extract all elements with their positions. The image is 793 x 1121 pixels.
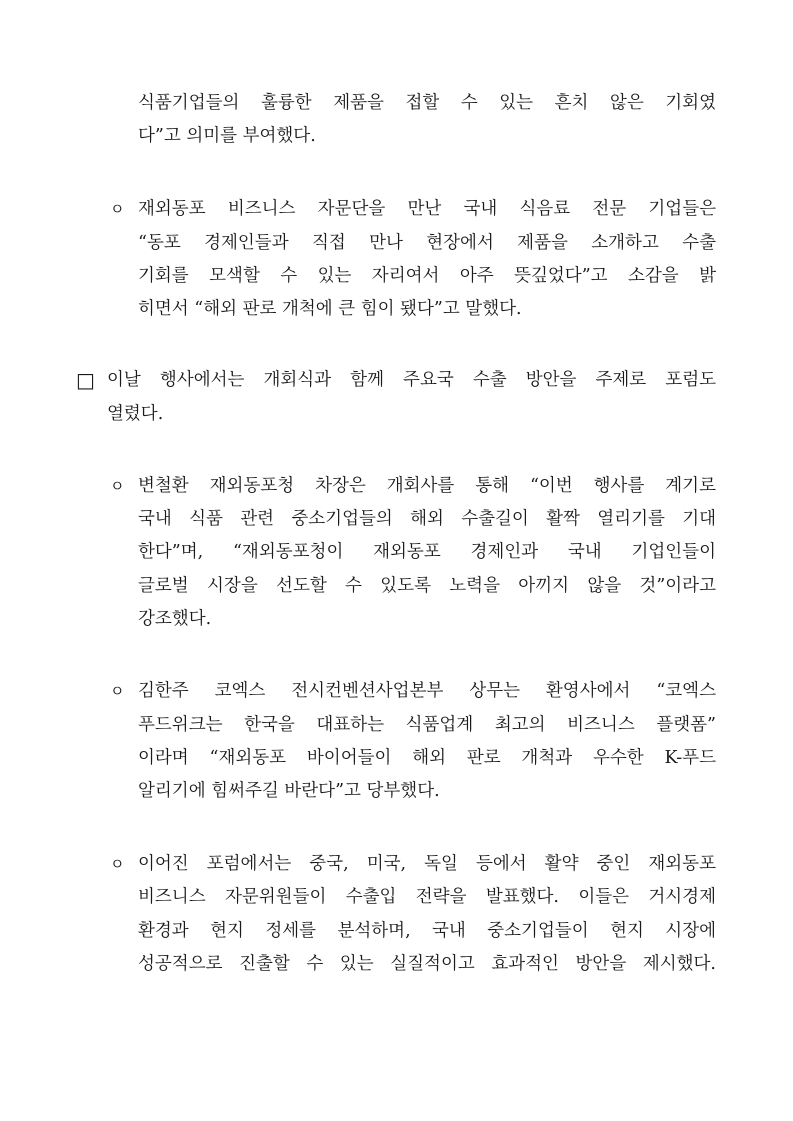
text-line: 기회를 모색할 수 있는 자리여서 아주 뜻깊었다”고 소감을 밝 <box>138 266 716 286</box>
text-line: 김한주 코엑스 전시컨벤션사업본부 상무는 환영사에서 “코엑스 <box>138 681 716 701</box>
circle-bullet-icon: ㅇ <box>110 477 125 495</box>
text-line: 푸드위크는 한국을 대표하는 식품업계 최고의 비즈니스 플랫폼” <box>138 715 716 735</box>
text-line: 재외동포 비즈니스 자문단을 만난 국내 식음료 전문 기업들은 <box>138 199 716 219</box>
circle-bullet-icon: ㅇ <box>110 682 125 700</box>
square-bullet-icon: □ <box>76 368 95 392</box>
circle-bullet-icon: ㅇ <box>110 200 125 218</box>
text-line: 국내 식품 관련 중소기업들의 해외 수출길이 활짝 열리기를 기대 <box>138 509 716 529</box>
text-line: 히면서 “해외 판로 개척에 큰 힘이 됐다”고 말했다. <box>138 299 522 319</box>
text-line: 변철환 재외동포청 차장은 개회사를 통해 “이번 행사를 계기로 <box>138 476 716 496</box>
circle-bullet-icon: ㅇ <box>110 855 125 873</box>
text-line: 이어진 포럼에서는 중국, 미국, 독일 등에서 활약 중인 재외동포 <box>138 854 716 874</box>
text-line: 식품기업들의 훌륭한 제품을 접할 수 있는 흔치 않은 기회였 <box>138 93 716 113</box>
text-line: 다”고 의미를 부여했다. <box>138 126 316 146</box>
text-line: 성공적으로 진출할 수 있는 실질적이고 효과적인 방안을 제시했다. <box>138 954 716 974</box>
text-line: 알리기에 힘써주길 바란다”고 당부했다. <box>138 781 440 801</box>
text-line: 한다”며, “재외동포청이 재외동포 경제인과 국내 기업인들이 <box>138 542 716 562</box>
text-line: 이날 행사에서는 개회식과 함께 주요국 수출 방안을 주제로 포럼도 <box>107 370 716 390</box>
text-line: 열렸다. <box>107 404 164 424</box>
text-line: 비즈니스 자문위원들이 수출입 전략을 발표했다. 이들은 거시경제 <box>138 887 716 907</box>
text-line: 환경과 현지 정세를 분석하며, 국내 중소기업들이 현지 시장에 <box>138 921 716 941</box>
text-line: 강조했다. <box>138 609 212 629</box>
text-line: 글로벌 시장을 선도할 수 있도록 노력을 아끼지 않을 것”이라고 <box>138 576 716 596</box>
text-line: “동포 경제인들과 직접 만나 현장에서 제품을 소개하고 수출 <box>138 233 716 253</box>
text-line: 이라며 “재외동포 바이어들이 해외 판로 개척과 우수한 K-푸드 <box>138 748 716 768</box>
